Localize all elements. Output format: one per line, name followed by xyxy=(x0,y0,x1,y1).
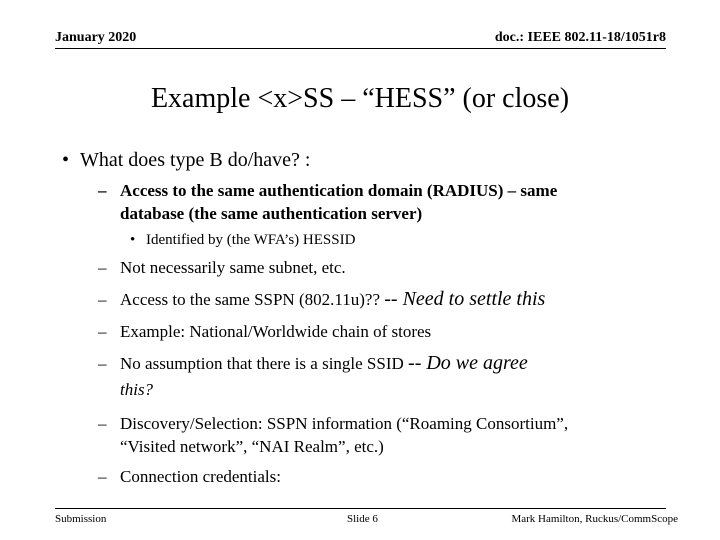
dash-glyph: – xyxy=(98,354,107,373)
header-divider xyxy=(55,48,666,49)
sub-bullet-3 xyxy=(98,289,545,310)
sub-bullet-5 xyxy=(98,353,528,374)
sub-5-note-line-1: -- Do we agree xyxy=(408,352,528,374)
bullet-1 xyxy=(62,148,311,172)
dash-glyph: – xyxy=(98,181,107,200)
header-doc-id: doc.: IEEE 802.11-18/1051r8 xyxy=(494,30,666,45)
dash-glyph: – xyxy=(98,322,107,341)
small-bullet-glyph: • xyxy=(130,232,136,248)
dash-glyph: – xyxy=(98,467,107,486)
sub-6-text-line-2: “Visited network”, “NAI Realm”, etc.) xyxy=(120,437,384,456)
sub-sub-bullet-1 xyxy=(130,231,355,250)
sub-bullet-6 xyxy=(98,413,568,434)
sub-5-text: No assumption that there is a single SSID xyxy=(120,354,404,373)
dash-glyph: – xyxy=(98,258,107,277)
sub-1-1-text: Identified by (the WFA’s) HESSID xyxy=(146,232,356,248)
dash-glyph: – xyxy=(98,290,107,309)
sub-1-text-line-2: database (the same authentication server) xyxy=(120,204,423,223)
footer-slide-number: Slide 6 xyxy=(347,513,378,525)
sub-2-text: Not necessarily same subnet, etc. xyxy=(120,258,346,277)
sub-7-text: Connection credentials: xyxy=(120,467,281,486)
sub-5-note-line-2: this? xyxy=(120,380,154,399)
footer-submission: Submission xyxy=(55,513,107,525)
sub-3-note: -- Need to settle this xyxy=(384,288,546,310)
sub-bullet-2 xyxy=(98,257,346,278)
footer-divider xyxy=(55,508,666,509)
sub-6-text-line-1: Discovery/Selection: SSPN information (“Roaming Consortium”, xyxy=(120,414,569,433)
footer-author: Mark Hamilton, Ruckus/CommScope xyxy=(511,513,678,525)
sub-1-text-line-1: Access to the same authentication domain (RADIUS) – same xyxy=(120,181,558,200)
dash-glyph: – xyxy=(98,414,107,433)
slide-title: Example <x>SS – “HESS” (or close) xyxy=(150,83,570,114)
sub-bullet-7 xyxy=(98,466,281,487)
sub-4-text: Example: National/Worldwide chain of stores xyxy=(120,322,432,341)
bullet-glyph: • xyxy=(62,149,70,171)
sub-3-text: Access to the same SSPN (802.11u)?? xyxy=(120,290,380,309)
sub-bullet-1 xyxy=(98,180,557,201)
sub-bullet-4 xyxy=(98,321,431,342)
header-date: January 2020 xyxy=(55,30,137,45)
bullet-1-text: What does type B do/have? : xyxy=(80,149,311,171)
